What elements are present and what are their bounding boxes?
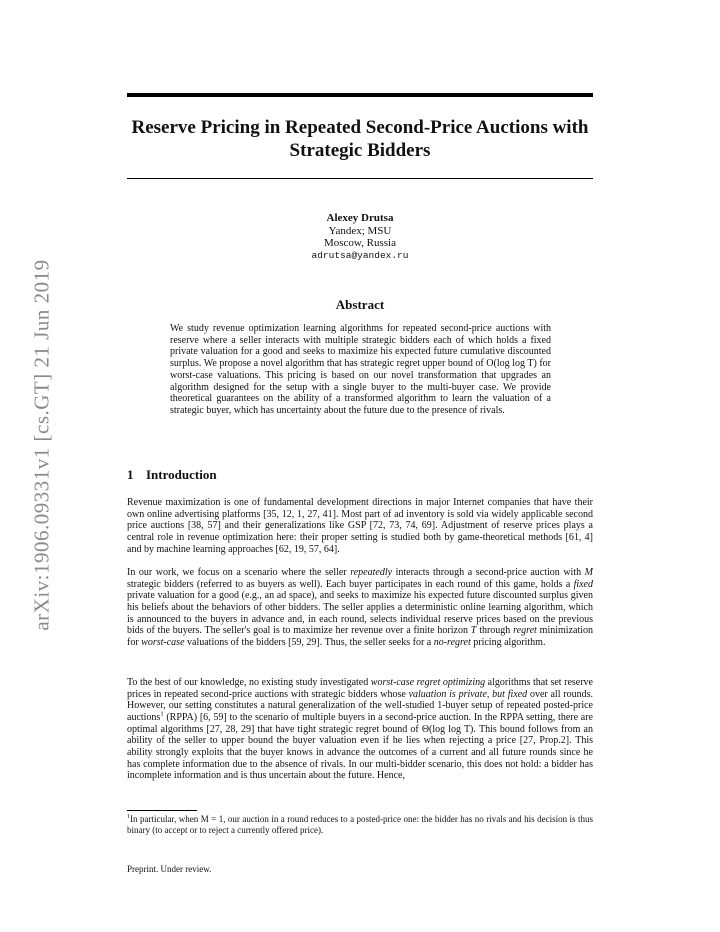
abstract-heading: Abstract (335, 297, 385, 312)
footnote-marker[interactable]: 1 (160, 710, 164, 718)
arxiv-identifier[interactable]: arXiv:1906.09331v1 [cs.GT] 21 Jun 2019 (29, 259, 54, 631)
title-rule (127, 178, 593, 179)
footnote-mark: 1 (127, 814, 130, 820)
author-name: Alexey Drutsa (326, 212, 394, 224)
author-block (127, 212, 593, 262)
footnote-rule (127, 810, 197, 811)
p2-emph-regret: regret (513, 625, 537, 637)
p2-text: through (476, 625, 514, 637)
p2-text: interacts through a second-price auction with (392, 567, 585, 578)
p3-emph-worst-case-regret: worst-case regret optimizing (370, 677, 486, 688)
footnote (127, 814, 593, 835)
intro-paragraph-1: Revenue maximization is one of fundamental development directions in major Internet companies that have their own online advertising platforms [35, 12, 1, 27, 41]. Most part of ad inventory is sold via widely applicable second price auctions [38, 57] and their generalizations like GSP [72, 73, 74, 69]. Adjustment of reserve prices plays a central role in revenue optimization here: their proper setting is studied both by game-theoretical methods [61, 4] and by machine learning approaches [62, 19, 57, 64]. (127, 497, 593, 555)
p3-text: To the best of our knowledge, no existing study investigated (127, 677, 371, 688)
p2-math-T: T (470, 625, 477, 637)
author-email[interactable]: adrutsa@yandex.ru (311, 249, 409, 261)
p2-emph-repeatedly: repeatedly (350, 567, 393, 578)
p2-math-M: M (584, 567, 593, 578)
author-location: Moscow, Russia (323, 237, 396, 249)
p3-text: algorithms that set reserve prices in repeated second-price auctions with strategic bidders whose (127, 677, 593, 700)
p2-text: In our work, we focus on a scenario where the seller (127, 567, 351, 578)
p3-text: (RPPA) [6, 59] to the scenario of multiple buyers in a second-price auction. In the RPPA setting, there are optimal algorithms [27, 28, 29] that have tight strategic regret bound of Θ(log log T). This bound follows from an ability of the seller to upper bound the buyer valuation even if he lies when rejecting a price [27, Prop.2]. This ability strongly exploits that the buyer knows in advance the outcomes of a current and all future rounds since he has complete information due to the absence of rivals. In our multi-bidder scenario, this does not hold: a bidder has incomplete information and is thus uncertain about the future. Hence, (127, 711, 593, 782)
intro-paragraph-3 (127, 677, 593, 782)
paper-title: Reserve Pricing in Repeated Second-Price Auctions with Strategic Bidders (131, 117, 589, 161)
p2-text: valuations of the bidders [59, 29]. Thus, the seller seeks for a (184, 636, 434, 648)
preprint-note: Preprint. Under review. (127, 864, 212, 874)
p2-text: minimization for (127, 625, 594, 648)
p3-emph-valuation: valuation is private, but fixed (408, 688, 528, 700)
p2-text: private valuation for a good (e.g., an ad space), and seeks to maximize his expected future discounted surplus given his beliefs about the behaviors of other bidders. The seller applies a deterministic online learning algorithm, which is announced to the buyers in advance and, in each round, selects individual reserve prices based on the previous bids of the buyers. The seller's goal is to maximize her revenue over a finite horizon (127, 590, 593, 637)
footnote-text: In particular, when M = 1, our auction in a round reduces to a posted-price one: the bidder has no rivals and his decision is thus binary (to accept or to reject a currently offered price). (127, 814, 593, 835)
p2-text: pricing algorithm. (470, 636, 546, 648)
section-heading (127, 467, 217, 483)
p3-text: over all rounds. However, our setting constitutes a natural generalization of the well-studied 1-buyer setup of repeated posted-price auctions (127, 688, 593, 723)
p2-emph-no-regret: no-regret (433, 636, 471, 648)
abstract-text: We study revenue optimization learning algorithms for repeated second-price auctions with reserve where a seller interacts with multiple strategic bidders each of which holds a fixed private valuation for a good and seeks to maximize his expected future cumulative discounted surplus. We propose a novel algorithm that has strategic regret upper bound of O(log log T) for worst-case valuations. This pricing is based on our novel transformation that upgrades an algorithm designed for the setup with a single buyer to the multi-buyer case. We provide theoretical guarantees on the ability of a transformed algorithm to learn the valuation of a strategic buyer, which has uncertainty about the future due to the presence of rivals. (170, 323, 551, 416)
author-affiliation: Yandex; MSU (328, 224, 392, 237)
p2-text: strategic bidders (referred to as buyers as well). Each buyer participates in each round of this game, holds a (127, 578, 574, 590)
intro-paragraph-2 (127, 567, 593, 649)
p2-emph-fixed: fixed (573, 578, 593, 590)
top-rule (127, 93, 593, 97)
section-title: Introduction (146, 467, 217, 482)
section-number: 1 (127, 467, 134, 482)
p2-emph-worst-case: worst-case (141, 636, 185, 648)
